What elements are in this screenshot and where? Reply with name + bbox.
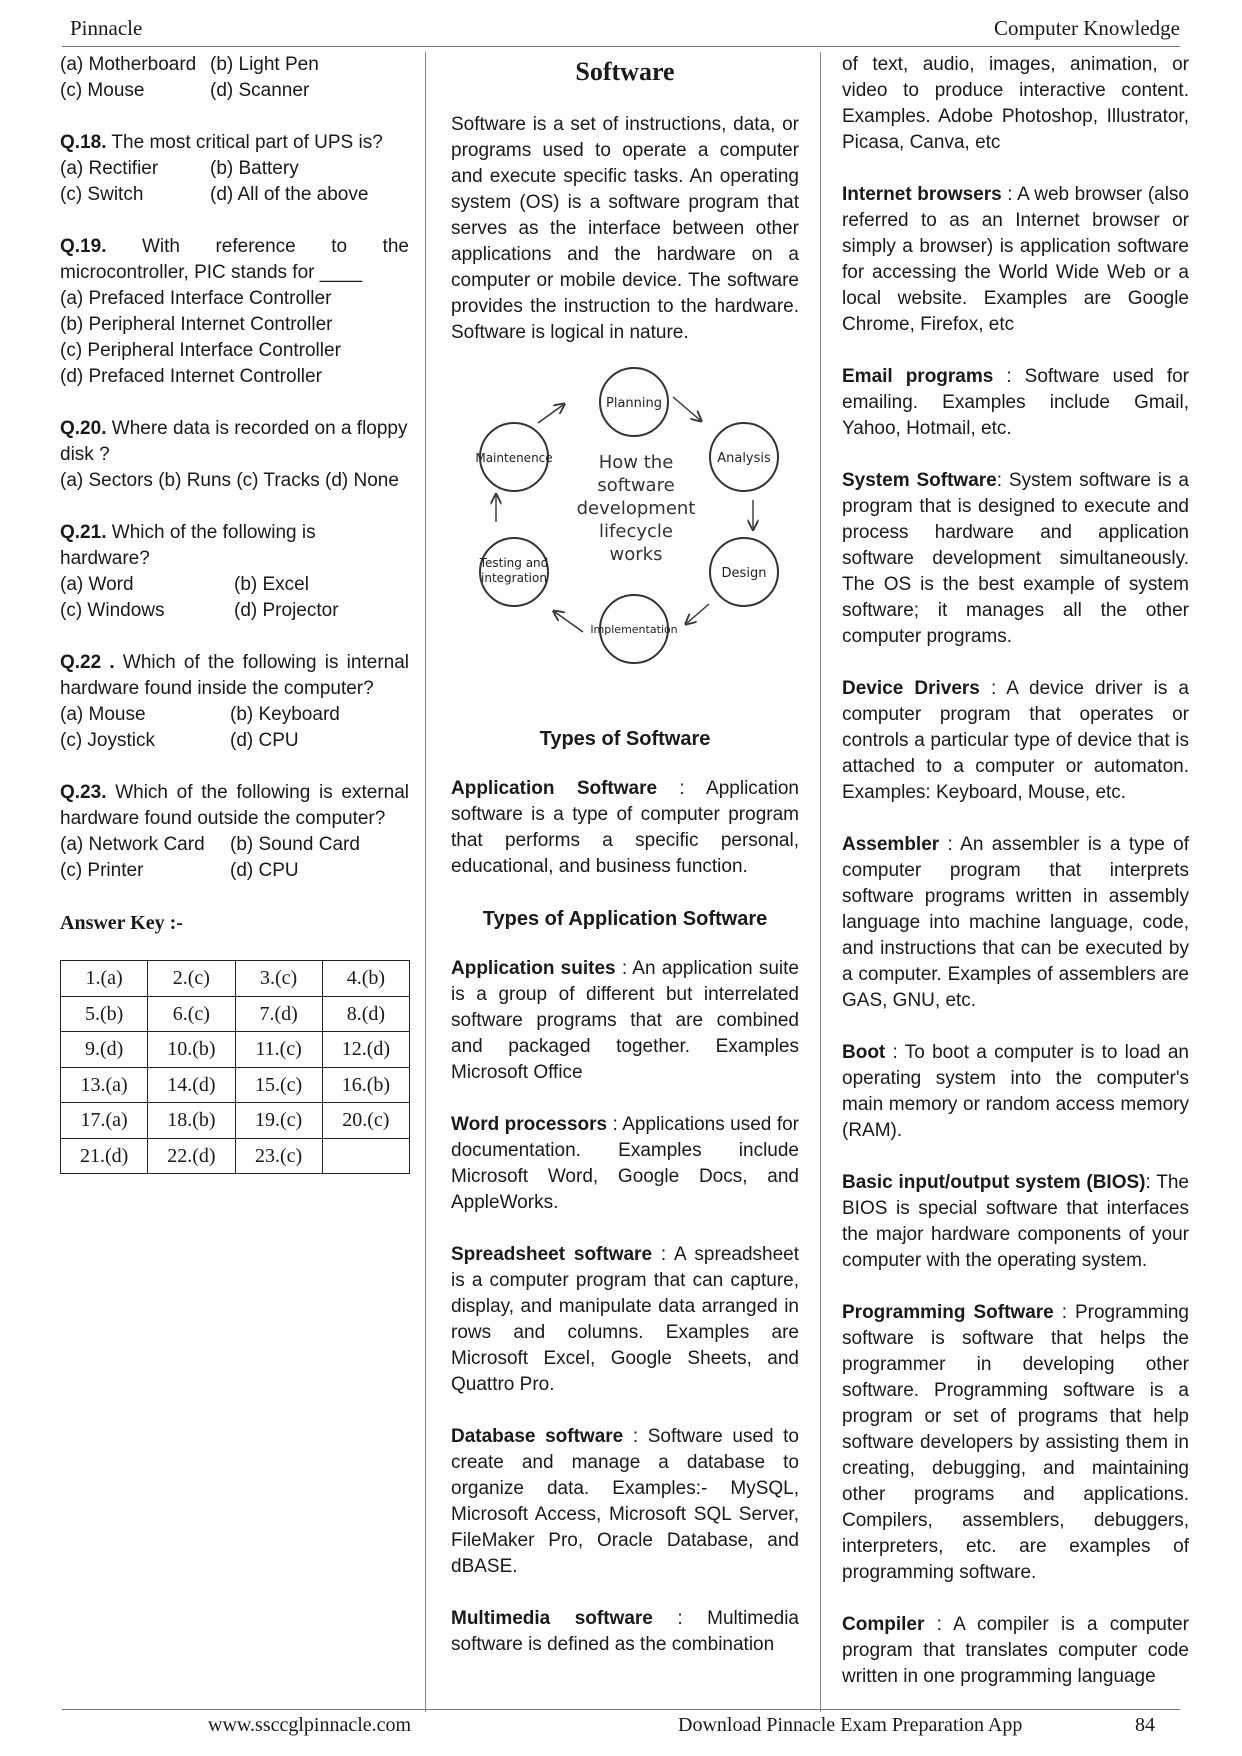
options-line: (a) Sectors (b) Runs (c) Tracks (d) None xyxy=(60,470,399,491)
answer-row xyxy=(61,961,410,997)
types-title: Types of Software xyxy=(539,728,711,750)
definition: Internet browsers : A web browser (also referred to as an Internet browser or simply a browser) is application software for accessing the World Wide Web or a local website. Examples are Google Chrome, Firefox, etc xyxy=(842,184,1189,335)
term: System Software xyxy=(842,470,997,491)
definition: Word processors : Applications used for documentation. Examples include Microsoft Word, Google Docs, and AppleWorks. xyxy=(451,1114,799,1213)
column-definitions xyxy=(842,52,1189,1690)
answer-cell: 23.(c) xyxy=(235,1138,322,1174)
question-18 xyxy=(60,130,409,208)
answer-cell: 5.(b) xyxy=(61,996,148,1032)
column-questions xyxy=(60,52,409,1174)
arrow-icon xyxy=(687,604,709,623)
definition: Compiler : A compiler is a computer program that translates computer code written in one programming language xyxy=(842,1614,1189,1687)
answer-cell: 11.(c) xyxy=(235,1032,322,1068)
option: (a) Rectifier xyxy=(60,158,159,179)
definition: Email programs : Software used for emailing. Examples include Gmail, Yahoo, Hotmail, etc. xyxy=(842,366,1190,439)
definition: Device Drivers : A device driver is a computer program that operates or controls a particular type of device that is attached to a computer or automaton. Examples: Keyboard, Mouse, etc. xyxy=(842,678,1189,803)
node-label: Design xyxy=(721,566,767,581)
answer-cell: 7.(d) xyxy=(235,996,322,1032)
option: (c) Switch xyxy=(60,184,144,205)
option: (d) CPU xyxy=(230,730,299,751)
question-number: Q.18. xyxy=(60,132,107,153)
definition-text: Multimedia software is defined as the combination xyxy=(451,1608,799,1655)
option: (b) Sound Card xyxy=(230,834,360,855)
term: Database software xyxy=(451,1426,624,1447)
definition-text: An application suite is a group of different but interrelated software programs that are combined and packaged together. Examples Microsoft Office xyxy=(451,958,799,1083)
option: (a) Prefaced Interface Controller xyxy=(60,288,332,309)
answer-cell: 13.(a) xyxy=(61,1067,148,1103)
term: Programming Software xyxy=(842,1302,1054,1323)
answer-cell: 15.(c) xyxy=(235,1067,322,1103)
sdlc-diagram xyxy=(451,352,799,712)
section-title: Software xyxy=(575,57,675,86)
option: (c) Windows xyxy=(60,600,165,621)
question-number: Q.23. xyxy=(60,782,107,803)
definition: System Software: System software is a program that is designed to execute and process hardware and application software development simultaneously. The OS is the best example of system software; it manages all the other computer programs. xyxy=(842,470,1190,647)
column-divider-2 xyxy=(820,52,821,1712)
answer-row xyxy=(61,1138,410,1174)
arrow-icon xyxy=(673,397,700,420)
node-label: Analysis xyxy=(717,451,771,466)
question-17-options xyxy=(60,52,409,104)
term: Device Drivers xyxy=(842,678,980,699)
question-20 xyxy=(60,416,409,494)
node-label: integration xyxy=(481,571,547,585)
footer-website-link[interactable]: www.ssccglpinnacle.com xyxy=(208,1714,412,1736)
definition: Application Software : Application software is a type of computer program that performs a specific personal, educational, and business function. xyxy=(451,778,799,877)
definition: Basic input/output system (BIOS): The BIOS is special software that interfaces the major hardware components of your computer with the operating system. xyxy=(842,1172,1189,1271)
center-label: software xyxy=(597,475,675,496)
answer-cell: 12.(d) xyxy=(322,1032,409,1068)
answer-row xyxy=(61,1067,410,1103)
definition-text: An assembler is a type of computer program that interprets software programs written in assembly language into machine language, code, and instructions that can be executed by a computer. Examples of assemblers are GAS, GNU, etc. xyxy=(842,834,1189,1011)
question-23 xyxy=(60,780,409,884)
definition-text: Application software is a type of computer program that performs a specific personal, educational, and business function. xyxy=(451,778,799,877)
option: (b) Battery xyxy=(210,158,299,179)
answer-cell: 16.(b) xyxy=(322,1067,409,1103)
definition-text: System software is a program that is designed to execute and process hardware and application software development simultaneously. The OS is the best example of system software; it manages all the other computer programs. xyxy=(842,470,1190,647)
option: (c) Printer xyxy=(60,860,144,881)
option: (a) Network Card xyxy=(60,834,205,855)
option: (d) Scanner xyxy=(210,80,310,101)
answer-cell: 9.(d) xyxy=(61,1032,148,1068)
answer-cell: 20.(c) xyxy=(322,1103,409,1139)
question-number: Q.19. xyxy=(60,236,107,257)
option: (d) All of the above xyxy=(210,184,369,205)
arrow-icon xyxy=(538,405,563,423)
node-label: Testing and xyxy=(479,556,549,570)
option: (c) Mouse xyxy=(60,80,145,101)
definition-text: To boot a computer is to load an operating system into the computer's main memory or random access memory (RAM). xyxy=(842,1042,1190,1141)
term: Email programs xyxy=(842,366,994,387)
header-subject: Computer Knowledge xyxy=(993,16,1180,40)
term: Internet browsers xyxy=(842,184,1002,205)
definition-continued: of text, audio, images, animation, or video to produce interactive content. Examples. Adobe Photoshop, Illustrator, Picasa, Canva, etc xyxy=(842,54,1189,153)
definition: Programming Software : Programming software is software that helps the programmer in developing other software. Programming software is a program or set of programs that help software developers by assisting them in creating, debugging, and maintaining other programs and applications. Compilers, assemblers, debuggers, interpreters, etc. are examples of programming software. xyxy=(842,1302,1189,1583)
answer-cell: 19.(c) xyxy=(235,1103,322,1139)
answer-row xyxy=(61,996,410,1032)
answer-cell: 10.(b) xyxy=(148,1032,235,1068)
option: (b) Keyboard xyxy=(230,704,340,725)
answer-cell xyxy=(322,1138,409,1174)
node-label: Implementation xyxy=(590,623,678,636)
answer-row xyxy=(61,1032,410,1068)
answer-cell: 6.(c) xyxy=(148,996,235,1032)
question-22 xyxy=(60,650,409,754)
option: (c) Joystick xyxy=(60,730,155,751)
header-brand: Pinnacle xyxy=(70,16,143,40)
center-label: development xyxy=(576,498,696,519)
option: (b) Peripheral Internet Controller xyxy=(60,314,333,335)
question-text: Where data is recorded on a floppy disk ? xyxy=(60,418,408,465)
definition: Spreadsheet software : A spreadsheet is a computer program that can capture, display, and manipulate data arranged in rows and columns. Examples are Microsoft Excel, Google Sheets, and Quattro Pro. xyxy=(451,1244,799,1395)
answer-key-title: Answer Key :- xyxy=(60,912,183,934)
question-text: Which of the following is internal hardware found inside the computer? xyxy=(60,652,409,699)
definition: Boot : To boot a computer is to load an operating system into the computer's main memory or random access memory (RAM). xyxy=(842,1042,1190,1141)
option: (d) Projector xyxy=(234,600,339,621)
center-label: lifecycle xyxy=(599,521,673,542)
option: (b) Light Pen xyxy=(210,54,319,75)
question-21 xyxy=(60,520,409,624)
definition-text: Programming software is software that helps the programmer in developing other software. Programming software is a program or set of programs that help software developers by assisting them in creating, debugging, and maintaining other programs and applications. Compilers, assemblers, debuggers, interpreters, etc. are examples of programming software. xyxy=(842,1302,1189,1583)
answer-cell: 2.(c) xyxy=(148,961,235,997)
term: Application suites xyxy=(451,958,616,979)
answer-cell: 22.(d) xyxy=(148,1138,235,1174)
definition: Assembler : An assembler is a type of computer program that interprets software programs written in assembly language into machine language, code, and instructions that can be executed by a computer. Examples of assemblers are GAS, GNU, etc. xyxy=(842,834,1189,1011)
definition: Application suites : An application suite is a group of different but interrelated software programs that are combined and packaged together. Examples Microsoft Office xyxy=(451,958,799,1083)
definition-text: Applications used for documentation. Examples include Microsoft Word, Google Docs, and AppleWorks. xyxy=(451,1114,799,1213)
option: (d) Prefaced Internet Controller xyxy=(60,366,322,387)
option: (a) Word xyxy=(60,574,134,595)
answer-cell: 1.(a) xyxy=(61,961,148,997)
answer-cell: 18.(b) xyxy=(148,1103,235,1139)
arrow-icon xyxy=(555,612,583,632)
definition-text: A web browser (also referred to as an Internet browser or simply a browser) is application software for accessing the World Wide Web or a local website. Examples are Google Chrome, Firefox, etc xyxy=(842,184,1189,335)
term: Basic input/output system (BIOS) xyxy=(842,1172,1146,1193)
footer-divider xyxy=(62,1709,1180,1710)
answer-cell: 21.(d) xyxy=(61,1138,148,1174)
definition-text: The BIOS is special software that interfaces the major hardware components of your computer with the operating system. xyxy=(842,1172,1189,1271)
term: Word processors xyxy=(451,1114,608,1135)
term: Assembler xyxy=(842,834,940,855)
question-text: Which of the following is external hardware found outside the computer? xyxy=(60,782,409,829)
option: (c) Peripheral Interface Controller xyxy=(60,340,341,361)
question-text: With reference to the microcontroller, PIC stands for ____ xyxy=(60,236,409,283)
types-app-title: Types of Application Software xyxy=(482,908,768,930)
option: (b) Excel xyxy=(234,574,309,595)
definition-text: A spreadsheet is a computer program that can capture, display, and manipulate data arranged in rows and columns. Examples are Microsoft Excel, Google Sheets, and Quattro Pro. xyxy=(451,1244,799,1395)
question-number: Q.22 . xyxy=(60,652,115,673)
node-label: Planning xyxy=(606,396,662,411)
term: Application Software xyxy=(451,778,658,799)
definition-text: Software used to create and manage a database to organize data. Examples:- MySQL, Microsoft Access, Microsoft SQL Server, FileMaker Pro, Oracle Database, and dBASE. xyxy=(451,1426,799,1577)
column-divider-1 xyxy=(425,52,426,1712)
term: Spreadsheet software xyxy=(451,1244,653,1265)
answer-row xyxy=(61,1103,410,1139)
option: (d) CPU xyxy=(230,860,299,881)
term: Boot xyxy=(842,1042,886,1063)
answer-cell: 17.(a) xyxy=(61,1103,148,1139)
answer-cell: 4.(b) xyxy=(322,961,409,997)
definition: Multimedia software : Multimedia software is defined as the combination xyxy=(451,1608,799,1655)
header-divider xyxy=(62,46,1180,47)
question-number: Q.20. xyxy=(60,418,107,439)
definition-text: A compiler is a computer program that translates computer code written in one programming language xyxy=(842,1614,1189,1687)
intro-paragraph: Software is a set of instructions, data, or programs used to operate a computer and execute specific tasks. An operating system (OS) is a software program that serves as the interface between other applications and the hardware on a computer or mobile device. The software provides the instruction to the hardware. Software is logical in nature. xyxy=(451,114,799,343)
option: (a) Motherboard xyxy=(60,54,197,75)
page-number: 84 xyxy=(1135,1714,1155,1736)
definition-text: Software used for emailing. Examples include Gmail, Yahoo, Hotmail, etc. xyxy=(842,366,1190,439)
question-text: Which of the following is hardware? xyxy=(60,522,316,569)
answer-cell: 3.(c) xyxy=(235,961,322,997)
term: Multimedia software xyxy=(451,1608,653,1629)
option: (a) Mouse xyxy=(60,704,146,725)
column-software xyxy=(451,52,799,1658)
question-number: Q.21. xyxy=(60,522,107,543)
term: Compiler xyxy=(842,1614,925,1635)
definition-text: A device driver is a computer program that operates or controls a particular type of device that is attached to a computer or automaton. Examples: Keyboard, Mouse, etc. xyxy=(842,678,1189,803)
definition: Database software : Software used to create and manage a database to organize data. Examples:- MySQL, Microsoft Access, Microsoft SQL Server, FileMaker Pro, Oracle Database, and dBASE. xyxy=(451,1426,799,1577)
answer-key-table xyxy=(60,960,410,1174)
question-19 xyxy=(60,234,409,390)
center-label: How the xyxy=(598,452,674,473)
answer-cell: 8.(d) xyxy=(322,996,409,1032)
answer-cell: 14.(d) xyxy=(148,1067,235,1103)
question-text: The most critical part of UPS is? xyxy=(106,132,383,153)
center-label: works xyxy=(609,544,663,565)
footer-app-promo: Download Pinnacle Exam Preparation App xyxy=(678,1714,1023,1736)
node-label: Maintenence xyxy=(475,451,553,465)
